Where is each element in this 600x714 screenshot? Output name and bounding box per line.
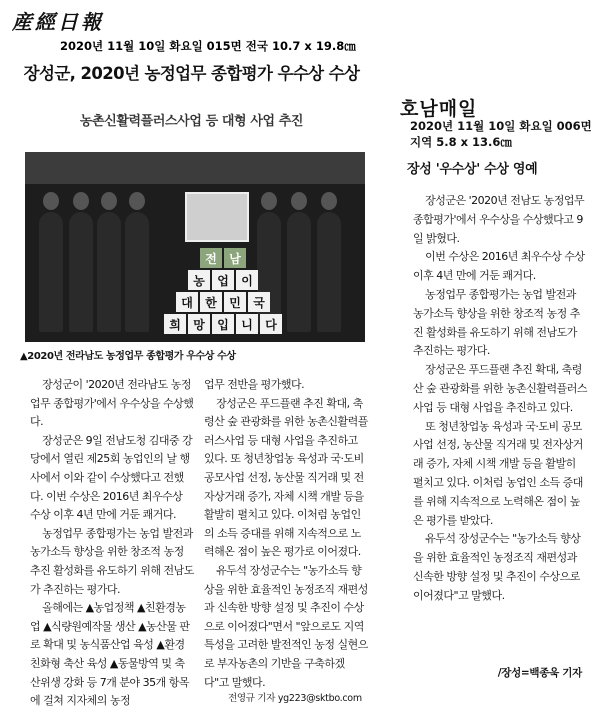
headline-b: 장성 '우수상' 수상 영예 bbox=[407, 162, 538, 177]
newspaper-logo-a: 産經日報 bbox=[12, 10, 104, 34]
letter-block: 한 bbox=[200, 292, 222, 312]
article-b-body bbox=[413, 192, 588, 606]
photo-person bbox=[317, 212, 341, 332]
letter-block: 남 bbox=[224, 248, 246, 268]
award-photo bbox=[25, 152, 365, 342]
publication-meta-b: 2020년 11월 10일 화요일 006면 지역 5.8 x 13.6㎝ bbox=[410, 119, 592, 149]
paragraph: 업무 전반을 평가했다. bbox=[204, 378, 305, 391]
publication-meta-a: 2020년 11월 10일 화요일 015면 전국 10.7 x 19.8㎝ bbox=[60, 39, 356, 53]
paragraph: 농정업무 종합평가는 농업 발전과 농가소득 향상을 위한 창조적 농정 추진 활성화를 유도하기 위해 전남도가 추진하는 평가다. bbox=[413, 287, 580, 358]
subheadline-a: 농촌신활력플러스사업 등 대형 사업 추진 bbox=[79, 114, 304, 129]
letter-block: 국 bbox=[248, 292, 270, 312]
letter-block: 니 bbox=[236, 314, 258, 334]
byline-b: /장성=백종욱 기자 bbox=[497, 667, 582, 679]
article-a-column-2 bbox=[204, 376, 368, 692]
letter-block: 다 bbox=[260, 314, 282, 334]
letter-block: 입 bbox=[212, 314, 234, 334]
letter-block: 전 bbox=[200, 248, 222, 268]
letter-block: 희 bbox=[164, 314, 186, 334]
newspaper-logo-b: 호남매일 bbox=[400, 98, 478, 120]
photo-backdrop-banner bbox=[25, 152, 365, 184]
photo-caption: ▲2020년 전라남도 농정업무 종합평가 우수상 수상 bbox=[20, 351, 236, 362]
letter-block: 대 bbox=[176, 292, 198, 312]
photo-person bbox=[39, 212, 63, 332]
article-a-column-1 bbox=[30, 376, 194, 711]
paragraph: 유두석 장성군수는 "농가소득 향상을 위한 효율적인 농정조직 재편성과 신속한 방향 설정 및 추진이 수상으로 이어졌다"면서 "앞으로도 지역 특성을 고려한 발전적인 농정 실현으로 부자농촌의 기반을 구축하겠다"고 말했다. bbox=[204, 563, 368, 689]
paragraph: 올해에는 ▲농업정책 ▲친환경농업 ▲식량원예작물 생산 ▲농산물 판로 확대 및 농식품산업 육성 ▲환경친화형 축산 육성 ▲동물방역 및 축산위생 강화 등 7개 분야 35개 항목에 걸쳐 지자체의 농정 bbox=[30, 601, 190, 708]
byline-a: 전영규 기자 yg223@sktbo.com bbox=[228, 693, 362, 704]
photo-screen bbox=[185, 192, 249, 242]
paragraph: 농정업무 종합평가는 농업 발전과 농가소득 향상을 위한 창조적 농정 추진 활성화를 유도하기 위해 전남도가 추진하는 평가다. bbox=[30, 526, 194, 596]
letter-block: 농 bbox=[188, 270, 210, 290]
paragraph: 장성군이 '2020년 전라남도 농정업무 종합평가'에서 우수상을 수상했다. bbox=[30, 378, 194, 429]
photo-person bbox=[69, 212, 93, 332]
paragraph: 장성군은 '2020년 전남도 농정업무 종합평가'에서 우수상을 수상했다고 9일 밝혔다. bbox=[413, 194, 585, 245]
letter-block: 민 bbox=[224, 292, 246, 312]
letter-block: 이 bbox=[236, 270, 258, 290]
paragraph: 장성군은 푸드플랜 추진 확대, 축령산 숲 관광화를 위한 농촌신활력플러스사업 등 대형 사업을 추진하고 있다. bbox=[413, 363, 588, 414]
photo-person bbox=[97, 212, 121, 332]
paragraph: 장성군은 9일 전남도청 김대중 강당에서 열린 제25회 농업인의 날 행사에서 이와 같이 수상했다고 전했다. 이번 수상은 2016년 최우수상 수상 이후 4년 만에 거둔 쾌거다. bbox=[30, 433, 193, 522]
paragraph: 유두석 장성군수는 "농가소득 향상을 위한 효율적인 농정조직 재편성과 신속한 방향 설정 및 추진이 수상으로 이어졌다"고 말했다. bbox=[413, 532, 581, 602]
paragraph: 이번 수상은 2016년 최우수상 수상 이후 4년 만에 거둔 쾌거다. bbox=[413, 250, 585, 283]
paragraph: 장성군은 푸드플랜 추진 확대, 축령산 숲 관광화를 위한 농촌신활력플러스사업 등 대형 사업을 추진하고 있다. 또 청년창업농 육성과 국·도비 공모사업 선정, 농산물 직거래 및 전자상거래 증가, 자체 시책 개발 등을 활발히 펼치고 있다. 이처럼 농업인의 소득 증대를 위해 지속적으로 노력해온 점이 높은 평가로 이어졌다. bbox=[204, 396, 368, 559]
headline-a: 장성군, 2020년 농정업무 종합평가 우수상 수상 bbox=[23, 64, 360, 83]
letter-block: 망 bbox=[188, 314, 210, 334]
letter-blocks bbox=[143, 248, 303, 336]
paragraph: 또 청년창업농 육성과 국·도비 공모사업 선정, 농산물 직거래 및 전자상거래 증가, 자체 시책 개발 등을 활발히 펼치고 있다. 이처럼 농업인 소득 증대를 위해 지속적으로 노력해온 점이 높은 평가를 받았다. bbox=[413, 419, 583, 527]
letter-block: 업 bbox=[212, 270, 234, 290]
